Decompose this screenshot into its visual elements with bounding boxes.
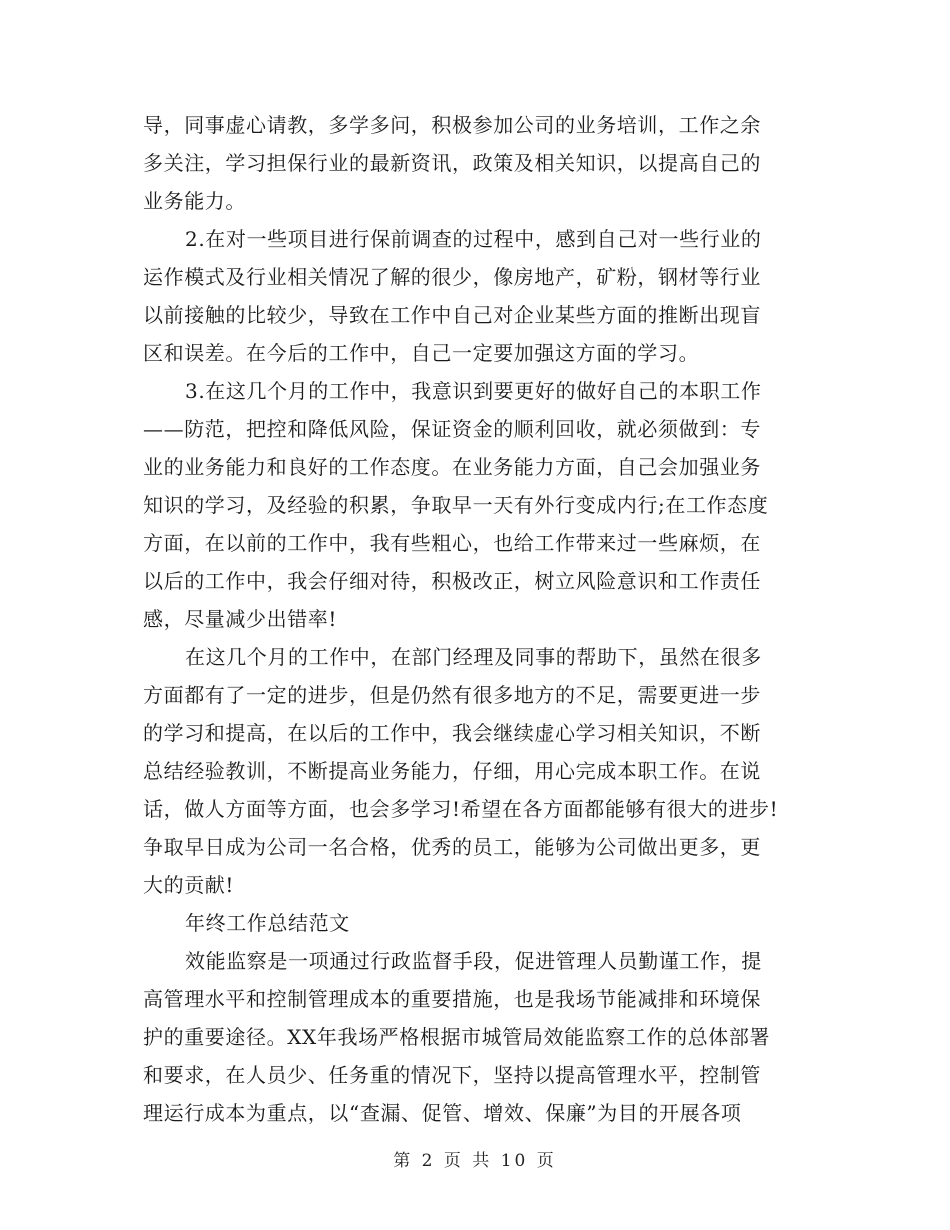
text-line: 总结经验教训，不断提高业务能力，仔细，用心完成本职工作。在说 [143,759,761,783]
paragraph-start-line: 3.在这几个月的工作中，我意识到要更好的做好自己的本职工作 [185,379,762,403]
text-line: 多关注，学习担保行业的最新资讯，政策及相关知识，以提高自己的 [143,151,761,175]
text-line: 理运行成本为重点，以“查漏、促管、增效、保廉”为目的开展各项 [143,1101,742,1125]
text-line: 大的贡献! [143,873,235,897]
text-line: 导，同事虚心请教，多学多问，积极参加公司的业务培训，工作之余 [143,113,761,137]
text-line: 方面，在以前的工作中，我有些粗心，也给工作带来过一些麻烦，在 [143,531,761,555]
text-line: 高管理水平和控制管理成本的重要措施，也是我场节能减排和环境保 [143,987,761,1011]
text-line: 护的重要途径。XX年我场严格根据市城管局效能监察工作的总体部署 [143,1025,771,1049]
text-line: 和要求，在人员少、任务重的情况下，坚持以提高管理水平，控制管 [143,1063,761,1087]
paragraph-start-line: 2.在对一些项目进行保前调查的过程中，感到自己对一些行业的 [185,227,762,251]
text-line: 知识的学习，及经验的积累，争取早一天有外行变成内行;在工作态度 [143,493,769,517]
text-line: 以前接触的比较少，导致在工作中自己对企业某些方面的推断出现盲 [143,303,761,327]
text-line: 的学习和提高，在以后的工作中，我会继续虚心学习相关知识，不断 [143,721,761,745]
paragraph-start-line: 效能监察是一项通过行政监督手段，促进管理人员勤谨工作，提 [185,949,762,973]
text-line: 运作模式及行业相关情况了解的很少，像房地产，矿粉，钢材等行业 [143,265,761,289]
text-line: 业的业务能力和良好的工作态度。在业务能力方面，自己会加强业务 [143,455,761,479]
text-line: 争取早日成为公司一名合格，优秀的员工，能够为公司做出更多，更 [143,835,761,859]
text-line: 业务能力。 [143,189,246,213]
text-line: 以后的工作中，我会仔细对待，积极改正，树立风险意识和工作责任 [143,569,761,593]
text-line: 话，做人方面等方面，也会多学习!希望在各方面都能够有很大的进步! [143,797,779,821]
page-number-footer: 第 2 页 共 10 页 [393,1151,557,1171]
paragraph-start-line: 在这几个月的工作中，在部门经理及同事的帮助下，虽然在很多 [185,645,762,669]
section-heading: 年终工作总结范文 [185,911,350,935]
text-line: 方面都有了一定的进步，但是仍然有很多地方的不足，需要更进一步 [143,683,761,707]
body-text [143,106,810,1132]
text-line: 感，尽量减少出错率! [143,607,338,631]
text-line: 区和误差。在今后的工作中，自己一定要加强这方面的学习。 [143,341,700,365]
text-line: ——防范，把控和降低风险，保证资金的顺利回收，就必须做到：专 [143,417,761,441]
